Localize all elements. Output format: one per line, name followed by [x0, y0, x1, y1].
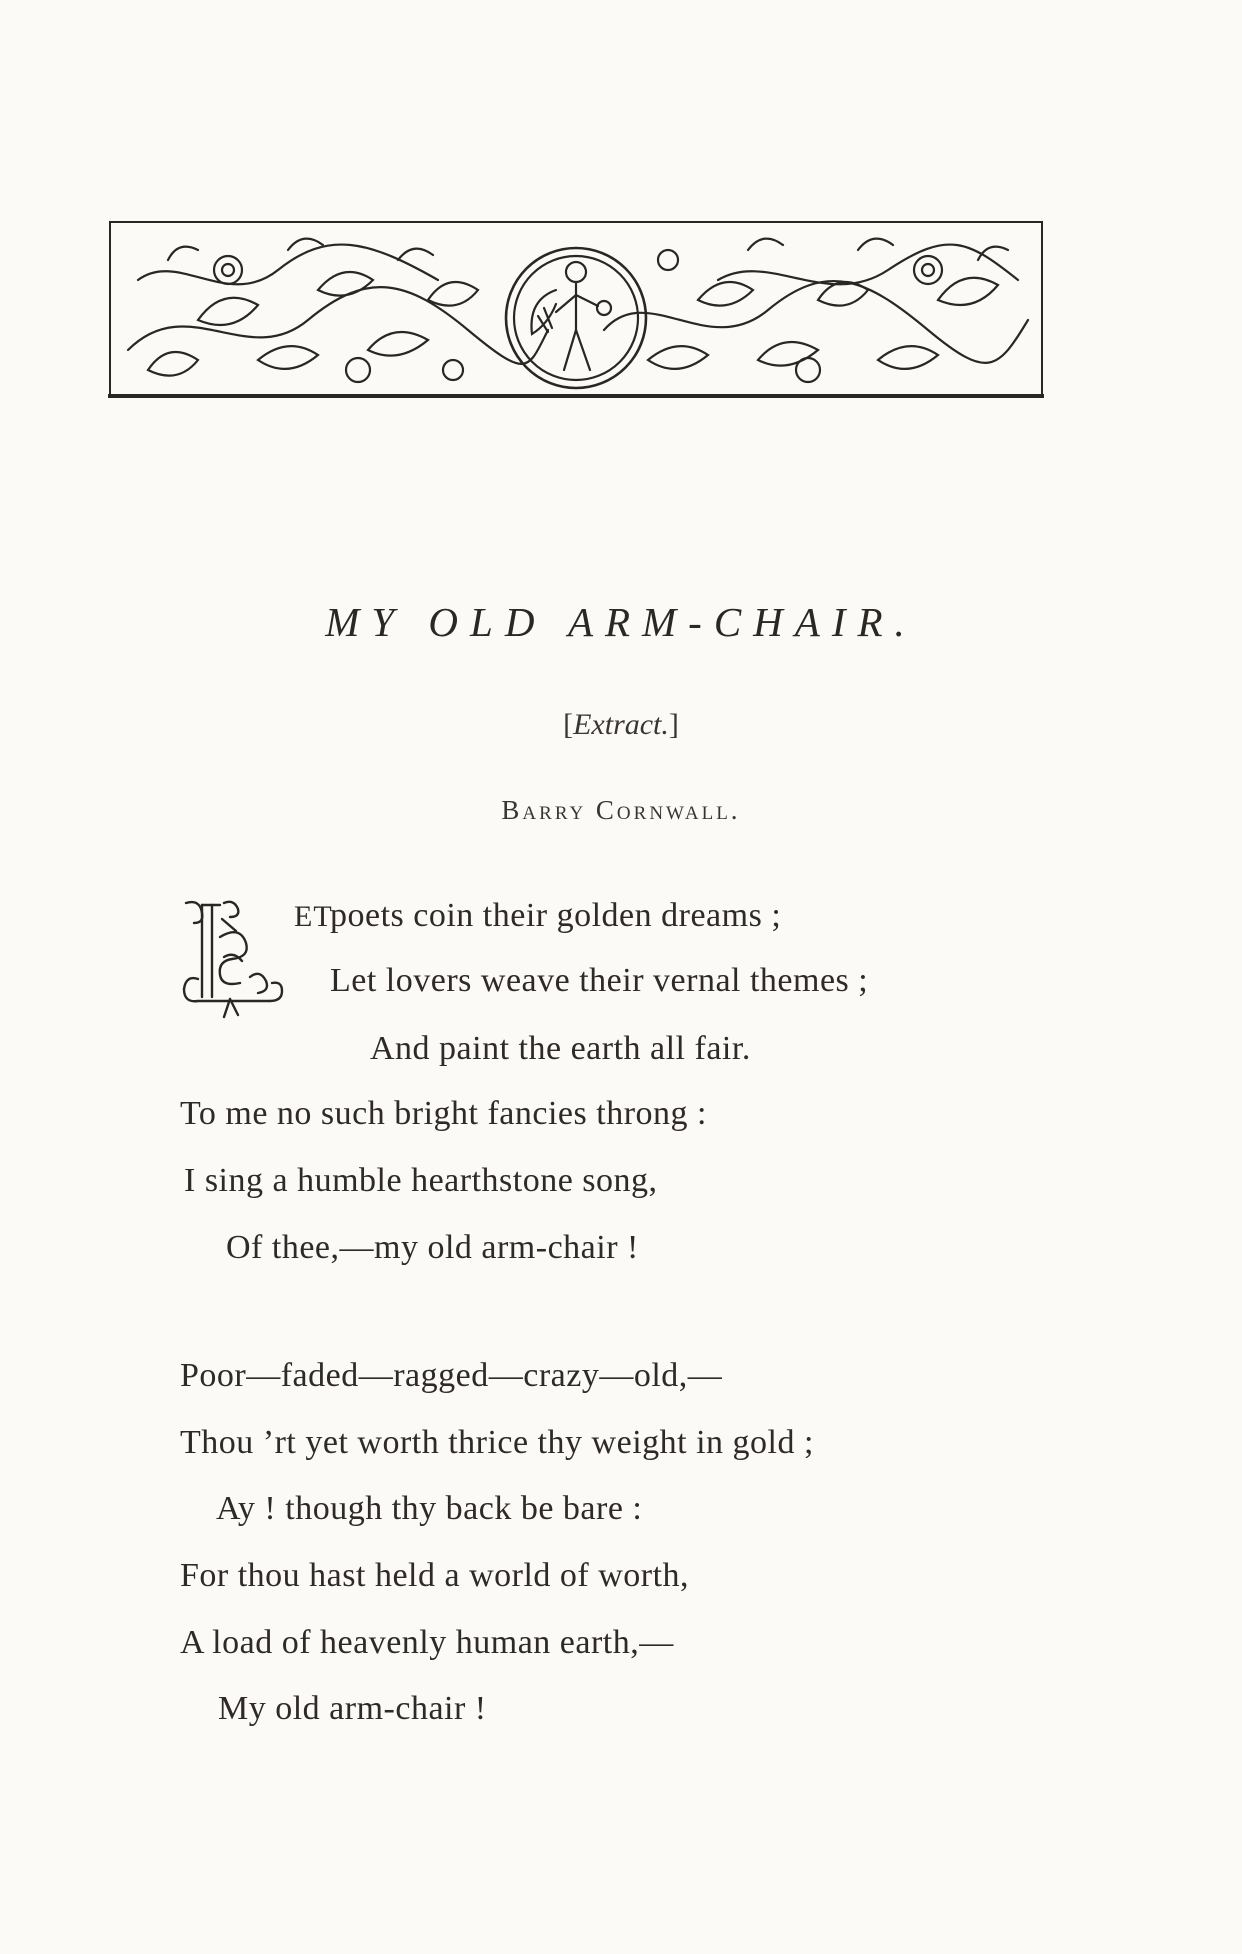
subtitle-close-bracket: ] — [668, 708, 679, 741]
poem-author: Barry Cornwall. — [501, 795, 741, 825]
stanza2-line1: Poor—faded—ragged—crazy—old,— — [180, 1357, 723, 1394]
poem-subtitle — [0, 708, 1242, 742]
stanza2-line6: My old arm-chair ! — [218, 1690, 487, 1727]
subtitle-open-bracket: [ — [563, 708, 574, 741]
stanza1-line3: And paint the earth all fair. — [370, 1030, 751, 1067]
stanza2-line2: Thou ’rt yet worth thrice thy weight in gold ; — [180, 1424, 814, 1461]
stanza1-line1: poets coin their golden dreams ; — [330, 897, 782, 934]
stanza2-line5: A load of heavenly human earth,— — [180, 1624, 674, 1661]
stanza1-line2: Let lovers weave their vernal themes ; — [330, 962, 869, 999]
subtitle-text: Extract. — [573, 708, 669, 741]
stanza2-line3: Ay ! though thy back be bare : — [216, 1490, 643, 1527]
poem-title: MY OLD ARM-CHAIR. — [325, 599, 917, 645]
drop-cap-rest: ET — [294, 900, 333, 933]
floral-banner-ornament-icon — [108, 220, 1044, 400]
stanza1-line5: I sing a humble hearthstone song, — [184, 1162, 658, 1199]
stanza2-line4: For thou hast held a world of worth, — [180, 1557, 690, 1594]
stanza1-line6: Of thee,—my old arm-chair ! — [226, 1229, 639, 1266]
stanza1-line4: To me no such bright fancies throng : — [180, 1095, 707, 1132]
drop-cap-l-icon — [180, 897, 296, 1019]
